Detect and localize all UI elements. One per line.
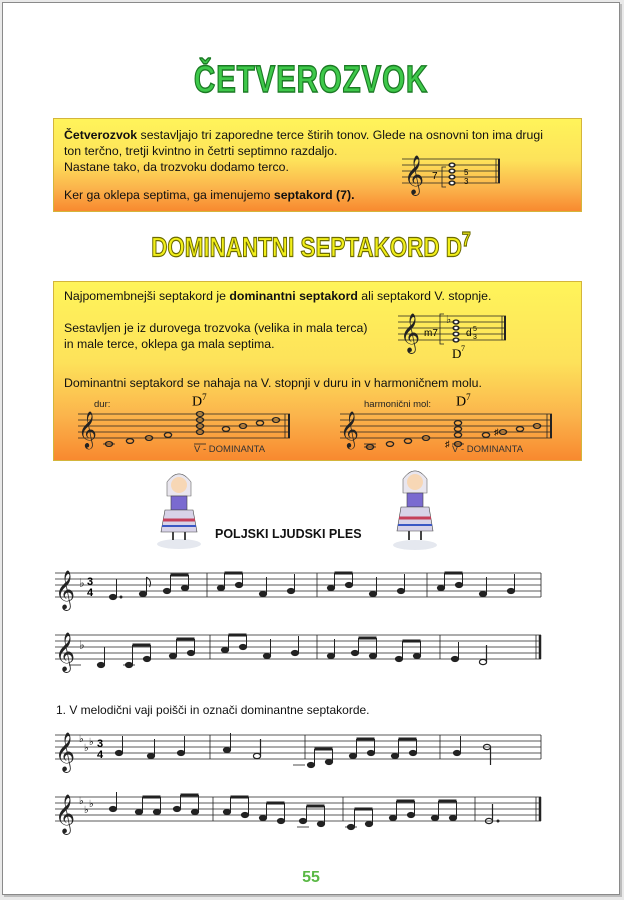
page: [2, 2, 620, 895]
interval-d3-label: 3: [473, 334, 477, 341]
dominant-septakord-box: [53, 281, 582, 461]
box2-line3: in male terce, oklepa ga mala septima.: [64, 337, 275, 351]
sharp-icon: ♯: [494, 427, 499, 437]
section-title: DOMINANTNI SEPTAKORD $D^7$: [151, 229, 471, 263]
time-signature-top: 3: [87, 576, 94, 588]
definition-box: [53, 118, 582, 212]
girl-in-folk-costume-illustration: [391, 465, 439, 551]
exercise-staff-2: [55, 787, 545, 839]
flat-icon: ♭: [89, 737, 94, 748]
flat-icon: ♭: [446, 314, 452, 326]
interval-m7-label: m7: [424, 328, 438, 339]
function-D-sup: 7: [461, 344, 465, 353]
box1-line1: Četverozvok sestavljajo tri zaporedne terce štirih tonov. Glede na osnovni ton ima drugi: [64, 128, 543, 142]
mol-D7-label: $D^7$: [456, 392, 471, 410]
time-signature-top: 3: [97, 738, 104, 750]
page-title: ČETVEROZVOK: [193, 59, 429, 101]
treble-clef-icon: 𝄞: [400, 313, 421, 353]
sharp-icon: ♯: [445, 439, 450, 449]
mol-label: harmonični mol:: [364, 399, 432, 410]
interval-five-label: 5: [464, 168, 469, 177]
dur-label: dur:: [94, 399, 111, 410]
flat-icon: ♭: [84, 805, 89, 816]
song-title: POLJSKI LJUDSKI PLES: [215, 527, 362, 541]
septakord-example-staff: [402, 153, 512, 197]
flat-icon: ♭: [79, 576, 85, 590]
function-D-label: D: [452, 346, 462, 361]
exercise-staff-1: [55, 725, 545, 777]
treble-clef-icon: 𝄞: [55, 570, 76, 610]
box1-line3: Nastane tako, da trozvoku dodamo terco.: [64, 160, 289, 174]
page-number: 55: [302, 869, 320, 886]
flat-icon: ♭: [84, 743, 89, 754]
box2-line2: Sestavljen je iz durovega trozvoka (velika in mala terca): [64, 321, 368, 335]
box1-line2: ton terčno, tretji kvintno in četrti septimno razdaljo.: [64, 144, 338, 158]
song-staff-1: [55, 563, 545, 613]
interval-seven-label: 7: [432, 171, 438, 182]
box1-line4: Ker ga oklepa septima, ga imenujemo septakord (7).: [64, 188, 355, 202]
girl-in-folk-costume-illustration: [155, 468, 203, 550]
flat-icon: ♭: [79, 734, 84, 745]
dur-D7-label: $D^7$: [192, 392, 207, 410]
interval-d-label: d: [466, 328, 472, 339]
time-signature-bottom: 4: [97, 749, 104, 761]
flat-icon: ♭: [79, 638, 85, 652]
task-instruction: 1. V melodični vaji poišči in označi dominantne septakorde.: [56, 703, 370, 717]
flat-icon: ♭: [89, 799, 94, 810]
treble-clef-icon: 𝄞: [404, 155, 425, 195]
interval-d5-label: 5: [473, 326, 477, 333]
time-signature-bottom: 4: [87, 587, 94, 599]
box2-line4: Dominantni septakord se nahaja na V. stopnji v duru in v harmoničnem molu.: [64, 376, 482, 390]
box2-line1: Najpomembnejši septakord je dominantni septakord ali septakord V. stopnje.: [64, 289, 492, 303]
treble-clef-icon: 𝄞: [55, 732, 76, 772]
song-staff-2: [55, 625, 545, 675]
flat-icon: ♭: [79, 796, 84, 807]
mol-dominanta-label: V - DOMINANTA: [452, 444, 524, 455]
treble-clef-icon: 𝄞: [55, 794, 76, 834]
interval-three-label: 3: [464, 177, 469, 186]
dur-dominanta-label: V - DOMINANTA: [194, 444, 266, 455]
d7-structure-staff: [398, 306, 518, 366]
treble-clef-icon: 𝄞: [340, 410, 359, 448]
treble-clef-icon: 𝄞: [78, 410, 97, 448]
treble-clef-icon: 𝄞: [55, 632, 76, 672]
